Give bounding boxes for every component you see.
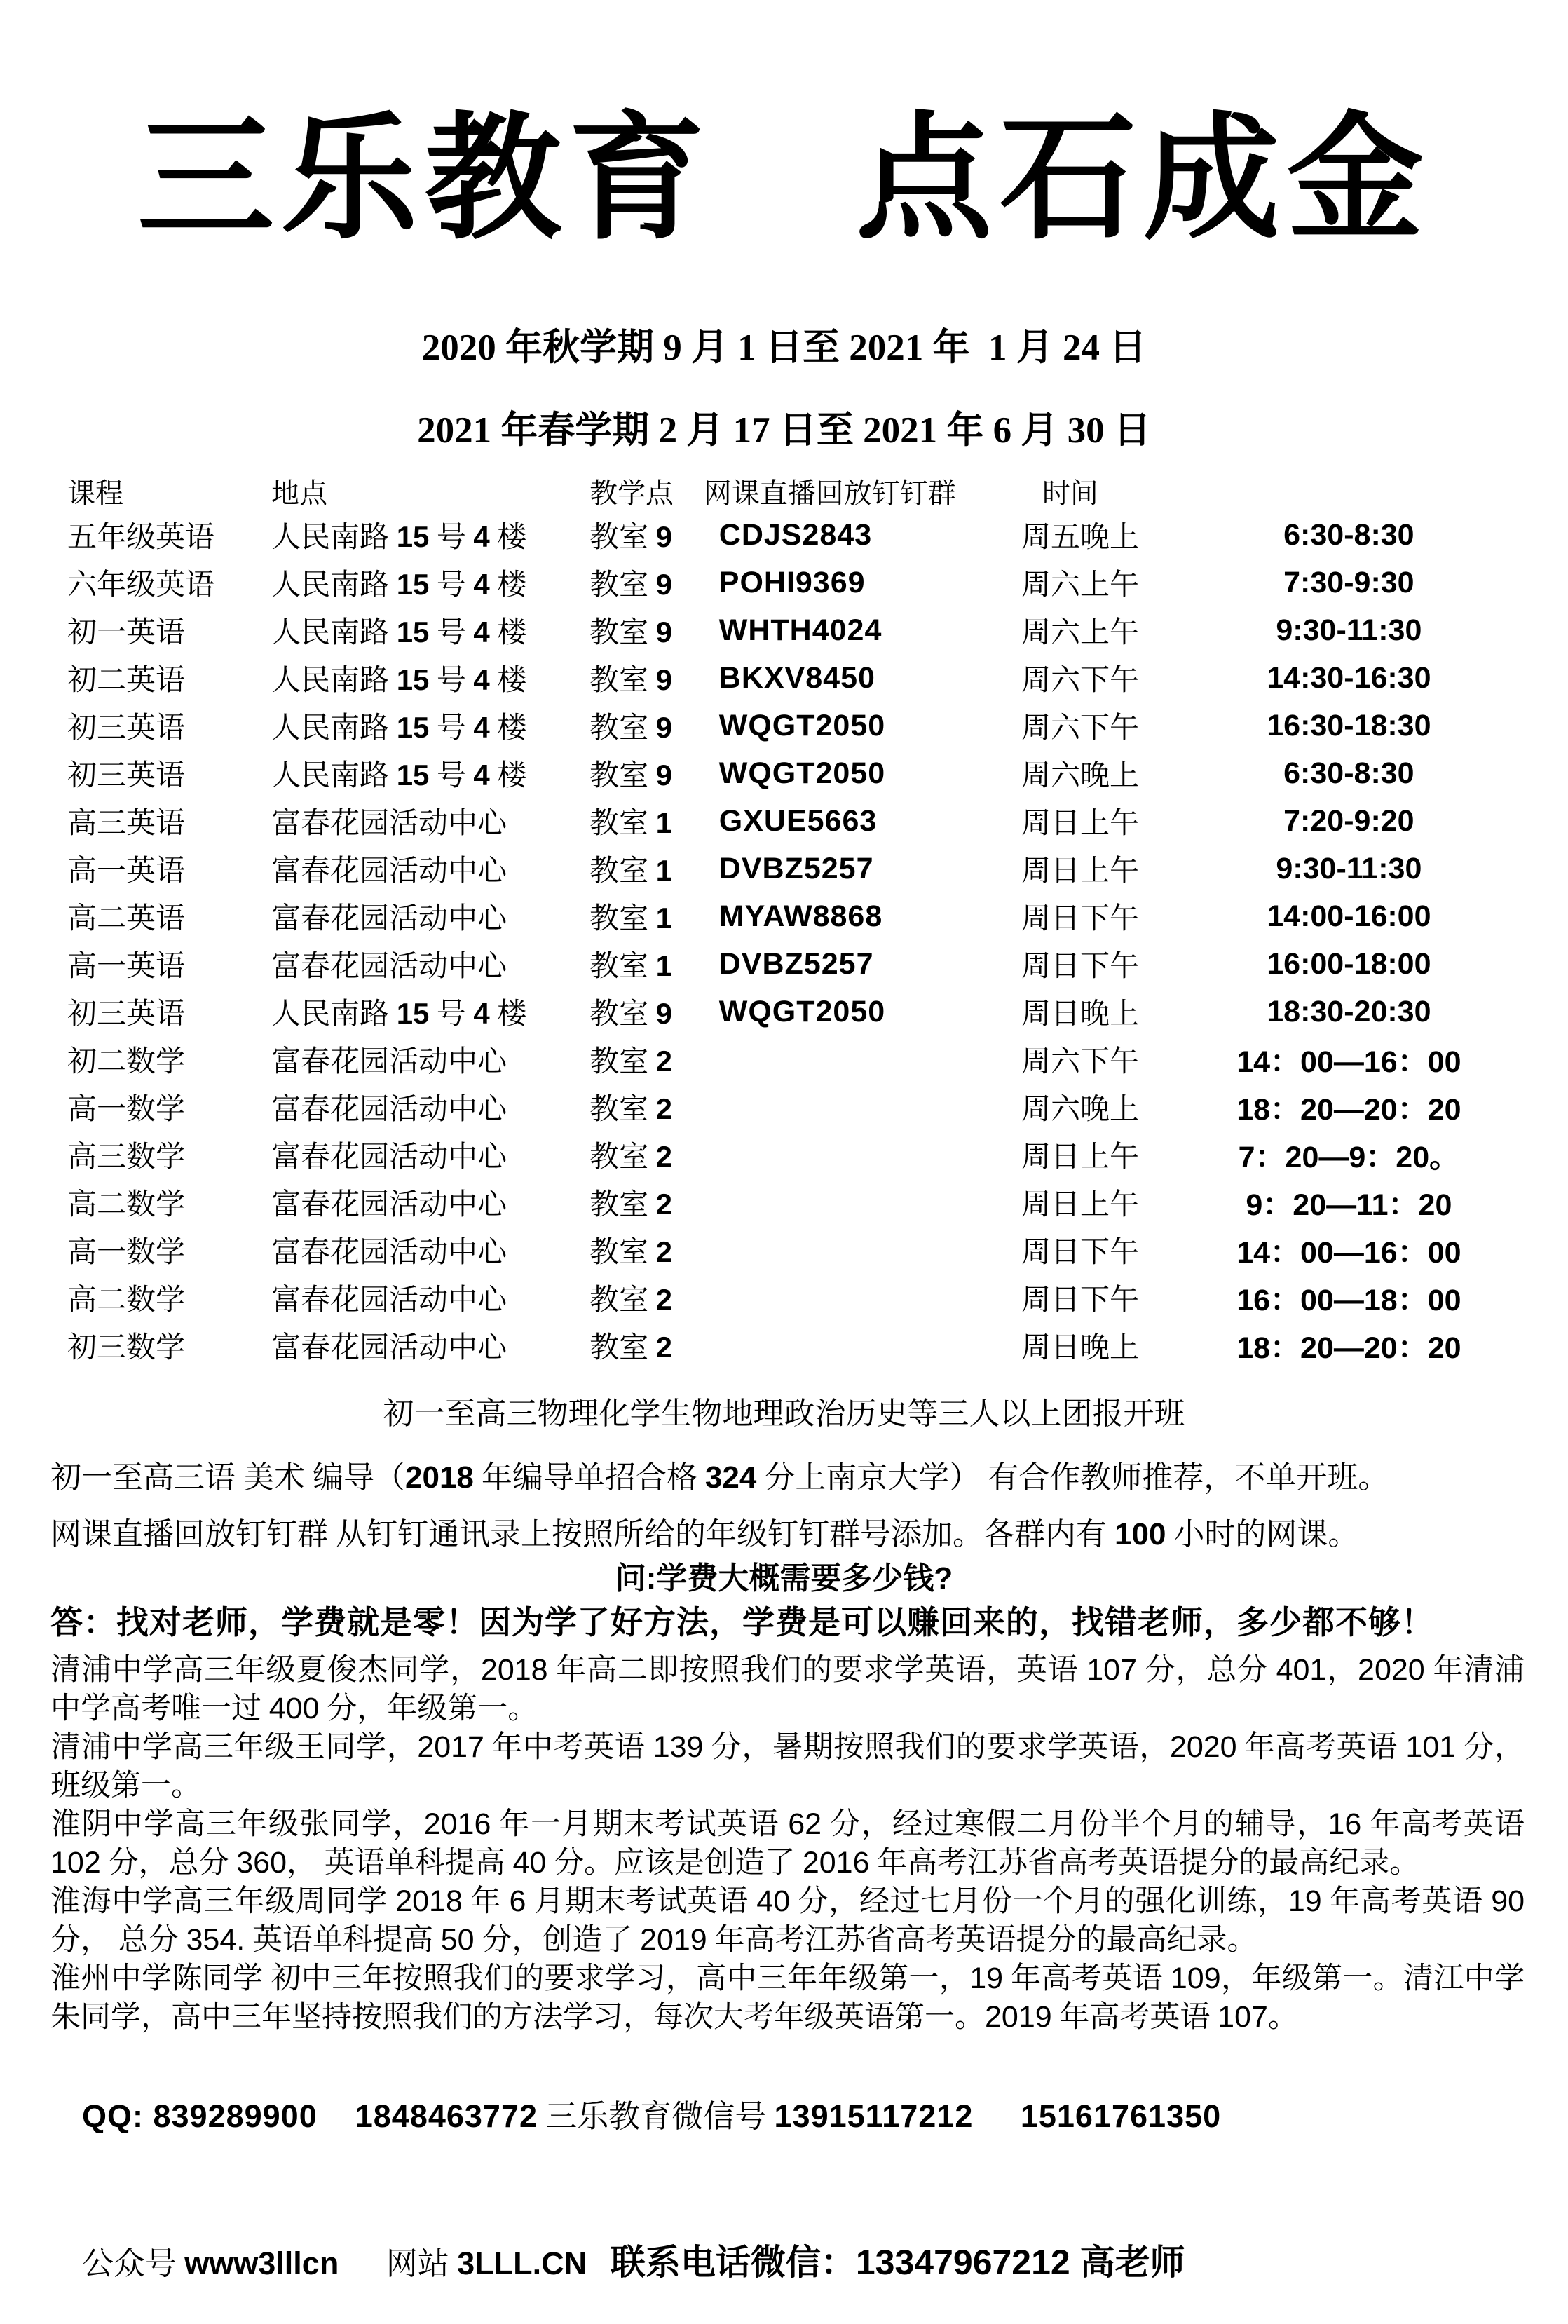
dingtalk-group-cell: MYAW8868 bbox=[718, 899, 883, 933]
time-cell: 14:30-16:30 bbox=[1267, 660, 1431, 695]
time-cell: 18:30-20:30 bbox=[1267, 994, 1431, 1028]
table-row bbox=[0, 1226, 1568, 1274]
header-time: 时间 bbox=[1042, 477, 1098, 509]
location-cell: 人民南路 15 号 4 楼 bbox=[271, 520, 527, 555]
room-cell: 教室 1 bbox=[589, 949, 672, 984]
day-cell: 周六下午 bbox=[1021, 712, 1139, 745]
course-cell: 初一英语 bbox=[67, 617, 186, 650]
dingtalk-group-cell: DVBZ5257 bbox=[718, 946, 874, 981]
time-cell: 14：00—16：00 bbox=[1236, 1235, 1461, 1270]
table-row bbox=[0, 511, 1568, 559]
day-cell: 周日上午 bbox=[1021, 1141, 1139, 1174]
day-cell: 周日上午 bbox=[1021, 808, 1139, 841]
dingtalk-group-cell: WQGT2050 bbox=[718, 708, 886, 742]
table-row bbox=[0, 559, 1568, 606]
table-row bbox=[0, 1131, 1568, 1178]
location-cell: 富春花园活动中心 bbox=[271, 1332, 507, 1365]
table-row bbox=[0, 940, 1568, 988]
time-cell: 16:30-18:30 bbox=[1267, 708, 1431, 742]
course-cell: 六年级英语 bbox=[67, 569, 215, 602]
room-cell: 教室 9 bbox=[589, 711, 672, 745]
location-cell: 人民南路 15 号 4 楼 bbox=[271, 759, 527, 793]
course-cell: 高一英语 bbox=[67, 855, 186, 888]
phone-gap bbox=[587, 2246, 611, 2281]
course-cell: 初二数学 bbox=[67, 1046, 186, 1079]
table-row bbox=[0, 1178, 1568, 1226]
room-cell: 教室 2 bbox=[589, 1045, 672, 1079]
location-cell: 富春花园活动中心 bbox=[271, 903, 507, 936]
table-row bbox=[0, 988, 1568, 1035]
course-cell: 高一英语 bbox=[67, 951, 186, 984]
course-cell: 高一数学 bbox=[67, 1237, 186, 1270]
contact-line-qq bbox=[0, 2058, 1568, 2176]
location-cell: 富春花园活动中心 bbox=[271, 1141, 507, 1174]
time-cell: 7:20-9:20 bbox=[1283, 803, 1414, 838]
table-row bbox=[0, 702, 1568, 749]
course-cell: 高一数学 bbox=[67, 1094, 186, 1127]
time-cell: 9:30-11:30 bbox=[1276, 613, 1422, 647]
header-room: 教学点 bbox=[589, 477, 674, 509]
case-paragraph: 淮阴中学高三年级张同学，2016 年一月期末考试英语 62 分，经过寒假二月份半个月的辅导，16 年高考英语 102 分，总分 360， 英语单科提高 40 分。应该是创造了 2016 年高考江苏省高考英语提分的最高纪录。 bbox=[50, 1807, 1525, 1880]
dingtalk-group-cell: BKXV8450 bbox=[718, 660, 875, 695]
room-cell: 教室 9 bbox=[589, 568, 672, 602]
wechat-label: 三乐教育微信号 bbox=[538, 2099, 775, 2135]
day-cell: 周日下午 bbox=[1021, 1237, 1139, 1270]
table-row bbox=[0, 1035, 1568, 1083]
qq-numbers: QQ: 839289900 1848463772 bbox=[82, 2098, 538, 2135]
room-cell: 教室 9 bbox=[589, 663, 672, 698]
wechat-numbers: 13915117212 15161761350 bbox=[774, 2098, 1222, 2135]
room-cell: 教室 9 bbox=[589, 520, 672, 555]
day-cell: 周日晚上 bbox=[1021, 998, 1139, 1031]
room-cell: 教室 2 bbox=[589, 1331, 672, 1365]
table-row bbox=[0, 797, 1568, 845]
location-cell: 富春花园活动中心 bbox=[271, 1284, 507, 1317]
dingtalk-group-cell: WQGT2050 bbox=[718, 994, 886, 1028]
course-cell: 初三英语 bbox=[67, 760, 186, 793]
case-paragraph: 淮州中学陈同学 初中三年按照我们的要求学习，高中三年年级第一，19 年高考英语 109，年级第一。清江中学朱同学，高中三年坚持按照我们的方法学习，每次大考年级英语第一。2019 年高考英语 107。 bbox=[50, 1962, 1525, 2034]
room-cell: 教室 2 bbox=[589, 1188, 672, 1222]
art-course-note: 初一至高三语 美术 编导（2018 年编导单招合格 324 分上南京大学） 有合作教师推荐，不单开班。 bbox=[50, 1460, 1389, 1495]
contact-phone: 联系电话微信：13347967212 高老师 bbox=[610, 2243, 1185, 2283]
dingtalk-group-cell: POHI9369 bbox=[718, 565, 866, 599]
dingtalk-group-cell: WHTH4024 bbox=[718, 613, 882, 647]
table-row bbox=[0, 1083, 1568, 1131]
table-row bbox=[0, 606, 1568, 654]
room-cell: 教室 2 bbox=[589, 1283, 672, 1317]
room-cell: 教室 9 bbox=[589, 997, 672, 1031]
website-value: 3LLL.CN bbox=[457, 2245, 587, 2282]
dingtalk-group-cell: WQGT2050 bbox=[718, 756, 886, 790]
day-cell: 周日下午 bbox=[1021, 903, 1139, 936]
day-cell: 周六下午 bbox=[1021, 1046, 1139, 1079]
day-cell: 周日上午 bbox=[1021, 855, 1139, 888]
course-cell: 高二数学 bbox=[67, 1284, 186, 1317]
room-cell: 教室 1 bbox=[589, 854, 672, 888]
time-cell: 14:00-16:00 bbox=[1267, 899, 1431, 933]
time-cell: 6:30-8:30 bbox=[1283, 517, 1414, 552]
time-cell: 7：20—9：20。 bbox=[1238, 1140, 1460, 1174]
day-cell: 周五晚上 bbox=[1021, 522, 1139, 555]
table-header-row bbox=[0, 470, 1568, 511]
time-cell: 9：20—11：20 bbox=[1246, 1188, 1452, 1222]
dingtalk-group-cell: CDJS2843 bbox=[718, 517, 873, 552]
case-paragraph: 清浦中学高三年级夏俊杰同学，2018 年高二即按照我们的要求学英语，英语 107 分，总分 401，2020 年清浦中学高考唯一过 400 分，年级第一。 bbox=[50, 1653, 1525, 1726]
tuition-question: 问:学费大概需要多少钱? bbox=[615, 1561, 953, 1596]
semester-line-spring: 2021 年春学期 2 月 17 日至 2021 年 6 月 30 日 bbox=[417, 410, 1151, 451]
case-paragraph: 淮海中学高三年级周同学 2018 年 6 月期末考试英语 40 分，经过七月份一个月的强化训练，19 年高考英语 90 分， 总分 354. 英语单科提高 50 分，创造了 2019 年高考江苏省高考英语提分的最高纪录。 bbox=[50, 1884, 1525, 1957]
room-cell: 教室 1 bbox=[589, 806, 672, 841]
day-cell: 周六下午 bbox=[1021, 665, 1139, 698]
day-cell: 周日下午 bbox=[1021, 1284, 1139, 1317]
table-row bbox=[0, 1321, 1568, 1369]
semester-line-autumn: 2020 年秋学期 9 月 1 日至 2021 年 1 月 24 日 bbox=[421, 327, 1147, 369]
time-cell: 9:30-11:30 bbox=[1276, 851, 1422, 885]
location-cell: 人民南路 15 号 4 楼 bbox=[271, 616, 527, 650]
location-cell: 富春花园活动中心 bbox=[271, 855, 507, 888]
dingtalk-group-cell: DVBZ5257 bbox=[718, 851, 874, 885]
time-cell: 6:30-8:30 bbox=[1283, 756, 1414, 790]
room-cell: 教室 1 bbox=[589, 902, 672, 936]
header-course: 课程 bbox=[67, 477, 123, 509]
course-cell: 高三数学 bbox=[67, 1141, 186, 1174]
day-cell: 周日下午 bbox=[1021, 951, 1139, 984]
course-cell: 初三英语 bbox=[67, 998, 186, 1031]
course-cell: 初三英语 bbox=[67, 712, 186, 745]
day-cell: 周日上午 bbox=[1021, 1189, 1139, 1222]
location-cell: 人民南路 15 号 4 楼 bbox=[271, 997, 527, 1031]
room-cell: 教室 9 bbox=[589, 759, 672, 793]
case-studies bbox=[0, 1651, 1568, 2037]
table-row bbox=[0, 1274, 1568, 1321]
day-cell: 周六上午 bbox=[1021, 569, 1139, 602]
course-cell: 高二数学 bbox=[67, 1189, 186, 1222]
day-cell: 周六晚上 bbox=[1021, 760, 1139, 793]
room-cell: 教室 9 bbox=[589, 616, 672, 650]
course-cell: 初三数学 bbox=[67, 1332, 186, 1365]
room-cell: 教室 2 bbox=[589, 1140, 672, 1174]
schedule-table bbox=[0, 470, 1568, 1369]
group-enroll-note: 初一至高三物理化学生物地理政治历史等三人以上团报开班 bbox=[383, 1397, 1185, 1432]
location-cell: 人民南路 15 号 4 楼 bbox=[271, 663, 527, 698]
location-cell: 人民南路 15 号 4 楼 bbox=[271, 711, 527, 745]
location-cell: 富春花园活动中心 bbox=[271, 1046, 507, 1079]
room-cell: 教室 2 bbox=[589, 1092, 672, 1127]
time-cell: 18：20—20：20 bbox=[1236, 1331, 1461, 1365]
time-cell: 16:00-18:00 bbox=[1267, 946, 1431, 981]
location-cell: 富春花园活动中心 bbox=[271, 1094, 507, 1127]
location-cell: 富春花园活动中心 bbox=[271, 808, 507, 841]
dingtalk-group-cell: GXUE5663 bbox=[718, 803, 878, 838]
course-cell: 五年级英语 bbox=[67, 522, 215, 555]
tuition-answer: 答：找对老师，学费就是零！因为学了好方法，学费是可以赚回来的，找错老师，多少都不够！ bbox=[50, 1604, 1434, 1641]
day-cell: 周日晚上 bbox=[1021, 1332, 1139, 1365]
time-cell: 16：00—18：00 bbox=[1236, 1283, 1461, 1317]
official-account-value: www3lllcn bbox=[184, 2245, 339, 2282]
location-cell: 富春花园活动中心 bbox=[271, 1237, 507, 1270]
semester-dates bbox=[0, 327, 1568, 452]
day-cell: 周六上午 bbox=[1021, 617, 1139, 650]
time-cell: 14：00—16：00 bbox=[1236, 1045, 1461, 1079]
time-cell: 7:30-9:30 bbox=[1283, 565, 1414, 599]
time-cell: 18：20—20：20 bbox=[1236, 1092, 1461, 1127]
location-cell: 富春花园活动中心 bbox=[271, 951, 507, 984]
dingtalk-note: 网课直播回放钉钉群 从钉钉通讯录上按照所给的年级钉钉群号添加。各群内有 100 小时的网课。 bbox=[50, 1517, 1359, 1552]
case-paragraph: 清浦中学高三年级王同学，2017 年中考英语 139 分，暑期按照我们的要求学英语，2020 年高考英语 101 分，班级第一。 bbox=[50, 1730, 1525, 1803]
course-cell: 高三英语 bbox=[67, 808, 186, 841]
day-cell: 周六晚上 bbox=[1021, 1094, 1139, 1127]
contact-line-web bbox=[0, 2201, 1568, 2324]
header-location: 地点 bbox=[271, 477, 328, 509]
room-cell: 教室 2 bbox=[589, 1235, 672, 1270]
location-cell: 人民南路 15 号 4 楼 bbox=[271, 568, 527, 602]
page-title: 三乐教育 点石成金 bbox=[137, 104, 1431, 256]
table-row bbox=[0, 749, 1568, 797]
official-account-label: 公众号 bbox=[82, 2246, 185, 2282]
course-cell: 高二英语 bbox=[67, 903, 186, 936]
course-cell: 初二英语 bbox=[67, 665, 186, 698]
header-dingtalk-group: 网课直播回放钉钉群 bbox=[703, 477, 956, 509]
table-row bbox=[0, 845, 1568, 892]
table-row bbox=[0, 892, 1568, 940]
website-label: 网站 bbox=[339, 2246, 458, 2282]
location-cell: 富春花园活动中心 bbox=[271, 1189, 507, 1222]
table-row bbox=[0, 654, 1568, 702]
